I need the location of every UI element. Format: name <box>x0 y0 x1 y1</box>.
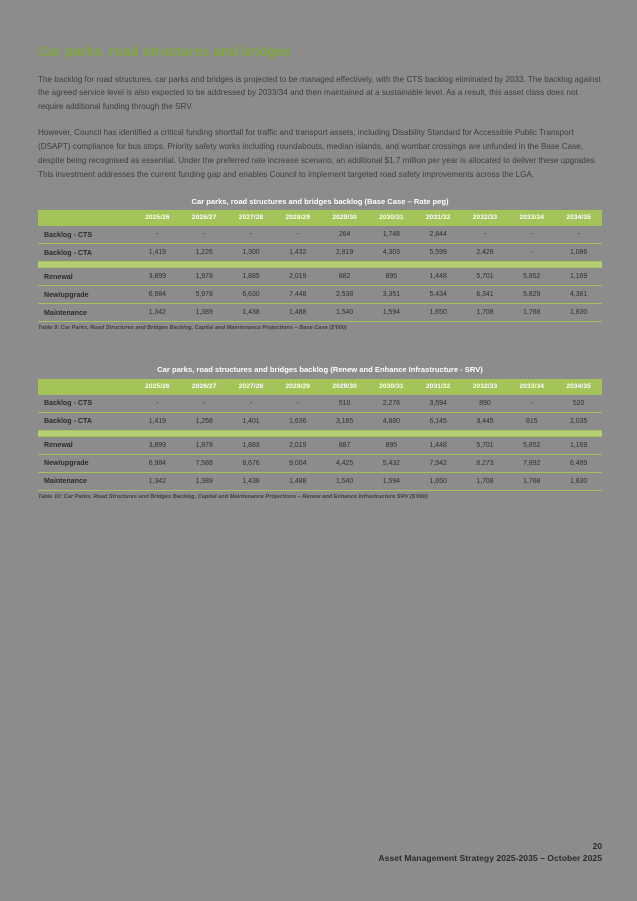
table-cell: 1,342 <box>134 304 181 322</box>
base-case-table-head <box>38 210 602 226</box>
table-cell: 1,401 <box>228 412 275 430</box>
table-cell: 5,701 <box>462 268 509 286</box>
column-header: 2028/29 <box>274 379 321 395</box>
table-cell: - <box>508 226 555 244</box>
row-label: New/upgrade <box>38 454 134 472</box>
table-cell: - <box>181 226 228 244</box>
table-cell: 6,145 <box>415 412 462 430</box>
table-cell: 895 <box>368 268 415 286</box>
table-row <box>38 226 602 244</box>
column-header: 2025/26 <box>134 379 181 395</box>
table-cell: 1,419 <box>134 244 181 262</box>
table-cell: 7,448 <box>274 286 321 304</box>
table-cell: 9,004 <box>274 454 321 472</box>
table-cell: 1,169 <box>555 436 602 454</box>
base-case-table-body <box>38 226 602 322</box>
table-cell: 2,844 <box>415 226 462 244</box>
table-cell: 2,019 <box>274 436 321 454</box>
row-label: Maintenance <box>38 304 134 322</box>
table-cell: - <box>134 226 181 244</box>
table-cell: 5,432 <box>368 454 415 472</box>
table-cell: 2,428 <box>462 244 509 262</box>
table-cell: 1,885 <box>228 268 275 286</box>
row-label: Backlog - CTA <box>38 244 134 262</box>
table-cell: 8,676 <box>228 454 275 472</box>
table-cell: 2,035 <box>555 412 602 430</box>
row-label: Renewal <box>38 268 134 286</box>
table-cell: 264 <box>321 226 368 244</box>
table-row <box>38 286 602 304</box>
table-cell: 895 <box>368 436 415 454</box>
table-cell: - <box>228 394 275 412</box>
column-header: 2026/27 <box>181 379 228 395</box>
base-case-table-block <box>38 194 602 333</box>
table-cell: 1,636 <box>274 412 321 430</box>
column-header: 2032/33 <box>462 379 509 395</box>
table-cell: 1,438 <box>228 304 275 322</box>
table-cell: 2,819 <box>321 244 368 262</box>
column-header: 2026/27 <box>181 210 228 226</box>
table-cell: 1,419 <box>134 412 181 430</box>
table-cell: - <box>274 394 321 412</box>
table-cell: 815 <box>508 412 555 430</box>
page-title: Car parks, road structures and bridges <box>38 44 291 59</box>
table-cell: 3,165 <box>321 412 368 430</box>
table-cell: 1,540 <box>321 472 368 490</box>
table-cell: 520 <box>555 394 602 412</box>
table-cell: 5,434 <box>415 286 462 304</box>
table-cell: 1,594 <box>368 304 415 322</box>
base-case-table <box>38 194 602 322</box>
table-cell: 890 <box>462 394 509 412</box>
footer-title: Asset Management Strategy 2025-2035 – October 2025 <box>378 853 602 863</box>
intro-paragraph-1: The backlog for road structures, car parks and bridges is projected to be managed effectively, with the CTS backlog eliminated by 2033. The backlog against the agreed service level is also expected to be addressed by 2033/34 and then maintained at a sustainable level. As a result, this asset class does not require additional funding through the SRV. <box>38 74 601 112</box>
table-cell: 1,830 <box>555 472 602 490</box>
row-label: Backlog - CTA <box>38 412 134 430</box>
table-cell: - <box>228 226 275 244</box>
row-label: Backlog - CTS <box>38 394 134 412</box>
column-header: 2031/32 <box>415 379 462 395</box>
table-header-row <box>38 210 602 226</box>
table-cell: 1,650 <box>415 472 462 490</box>
page-footer <box>182 841 602 863</box>
row-label: New/upgrade <box>38 286 134 304</box>
table-cell: 5,701 <box>462 436 509 454</box>
column-header: 2028/29 <box>274 210 321 226</box>
table-row <box>38 268 602 286</box>
srv-table-block <box>38 362 602 501</box>
table-cell: 1,540 <box>321 304 368 322</box>
table-cell: 7,892 <box>508 454 555 472</box>
table-cell: 3,594 <box>415 394 462 412</box>
table-cell: 5,599 <box>415 244 462 262</box>
column-header: 2025/26 <box>134 210 181 226</box>
table-cell: 7,588 <box>181 454 228 472</box>
column-header: 2030/31 <box>368 210 415 226</box>
table-cell: 1,169 <box>555 268 602 286</box>
srv-table-head <box>38 379 602 395</box>
table-cell: 1,448 <box>415 268 462 286</box>
table-cell: 1,226 <box>181 244 228 262</box>
table-cell: 1,086 <box>555 244 602 262</box>
table-cell: 1,768 <box>508 304 555 322</box>
table-cell: 887 <box>321 436 368 454</box>
table-cell: - <box>462 226 509 244</box>
table-cell: 6,984 <box>134 286 181 304</box>
base-case-table-caption: Car parks, road structures and bridges backlog (Base Case – Rate peg) <box>191 196 449 206</box>
table-cell: 1,650 <box>415 304 462 322</box>
column-header: 2034/35 <box>555 379 602 395</box>
table-cell: 5,829 <box>508 286 555 304</box>
column-header <box>38 379 134 395</box>
table-header-row <box>38 379 602 395</box>
table-cell: 1,342 <box>134 472 181 490</box>
table-cell: 1,830 <box>555 304 602 322</box>
table-row <box>38 304 602 322</box>
table-cell: - <box>274 226 321 244</box>
srv-table-note: Table 10: Car Parks, Road Structures and Bridges Backlog, Capital and Maintenance Projections – Renew and Enhance Infrastructure SRV ($'000) <box>38 493 428 500</box>
table-cell: 1,708 <box>462 472 509 490</box>
column-header: 2033/34 <box>508 379 555 395</box>
table-row <box>38 472 602 490</box>
table-cell: 1,300 <box>228 244 275 262</box>
table-cell: - <box>508 394 555 412</box>
table-cell: 1,488 <box>274 472 321 490</box>
page-content <box>38 44 602 501</box>
table-cell: 2,276 <box>368 394 415 412</box>
table-cell: 1,448 <box>415 436 462 454</box>
table-cell: 5,978 <box>181 286 228 304</box>
table-cell: 4,303 <box>368 244 415 262</box>
table-cell: 4,880 <box>368 412 415 430</box>
table-cell: 6,341 <box>462 286 509 304</box>
table-cell: 5,852 <box>508 436 555 454</box>
table-cell: 4,425 <box>321 454 368 472</box>
column-header: 2031/32 <box>415 210 462 226</box>
srv-table <box>38 362 602 490</box>
column-header: 2032/33 <box>462 210 509 226</box>
table-cell: 8,273 <box>462 454 509 472</box>
table-cell: 1,978 <box>181 268 228 286</box>
table-cell: 6,489 <box>555 454 602 472</box>
table-row <box>38 394 602 412</box>
table-cell: 3,899 <box>134 436 181 454</box>
table-cell: 7,942 <box>415 454 462 472</box>
table-cell: 4,381 <box>555 286 602 304</box>
table-cell: 5,852 <box>508 268 555 286</box>
srv-table-body <box>38 394 602 490</box>
table-cell: 1,432 <box>274 244 321 262</box>
column-header: 2027/28 <box>228 210 275 226</box>
table-cell: 1,768 <box>508 472 555 490</box>
srv-table-caption: Car parks, road structures and bridges backlog (Renew and Enhance Infrastructure - SRV) <box>157 365 483 375</box>
table-cell: 3,899 <box>134 268 181 286</box>
column-header: 2029/30 <box>321 379 368 395</box>
table-cell: 1,748 <box>368 226 415 244</box>
table-cell: 3,351 <box>368 286 415 304</box>
table-row <box>38 454 602 472</box>
row-label: Backlog - CTS <box>38 226 134 244</box>
table-cell: 3,445 <box>462 412 509 430</box>
column-header: 2033/34 <box>508 210 555 226</box>
table-cell: 1,708 <box>462 304 509 322</box>
table-cell: 1,438 <box>228 472 275 490</box>
table-cell: - <box>555 226 602 244</box>
row-label: Maintenance <box>38 472 134 490</box>
intro-paragraph-2: However, Council has identified a critical funding shortfall for traffic and transport assets, including Disability Standard for Accessible Public Transport (DSAPT) compliance for bus stops. Priority safety works including roundabouts, median islands, and wombat crossings are unfunded in the Base Case, despite being recognised as essential. Under the preferred rate increase scenario, an additional $1.7 million per year is allocated to deliver these upgrades. This investment addresses the current funding gap and enables Council to implement targeted road safety improvements across the LGA. <box>38 128 597 179</box>
column-header <box>38 210 134 226</box>
table-cell: 6,984 <box>134 454 181 472</box>
column-header: 2034/35 <box>555 210 602 226</box>
column-header: 2029/30 <box>321 210 368 226</box>
table-cell: 510 <box>321 394 368 412</box>
table-cell: 1,389 <box>181 472 228 490</box>
table-cell: - <box>181 394 228 412</box>
page-number: 20 <box>592 841 602 851</box>
table-cell: - <box>134 394 181 412</box>
table-cell: 6,630 <box>228 286 275 304</box>
column-header: 2030/31 <box>368 379 415 395</box>
table-cell: 2,019 <box>274 268 321 286</box>
table-cell: 1,883 <box>228 436 275 454</box>
table-cell: - <box>508 244 555 262</box>
table-cell: 1,258 <box>181 412 228 430</box>
table-cell: 1,389 <box>181 304 228 322</box>
table-cell: 1,978 <box>181 436 228 454</box>
table-cell: 1,594 <box>368 472 415 490</box>
row-label: Renewal <box>38 436 134 454</box>
table-row <box>38 436 602 454</box>
table-cell: 1,488 <box>274 304 321 322</box>
table-row <box>38 244 602 262</box>
column-header: 2027/28 <box>228 379 275 395</box>
base-case-table-note: Table 9: Car Parks, Road Structures and Bridges Backlog, Capital and Maintenance Projections – Base Case ($'000) <box>38 325 347 332</box>
table-cell: 882 <box>321 268 368 286</box>
table-row <box>38 412 602 430</box>
table-cell: 2,538 <box>321 286 368 304</box>
